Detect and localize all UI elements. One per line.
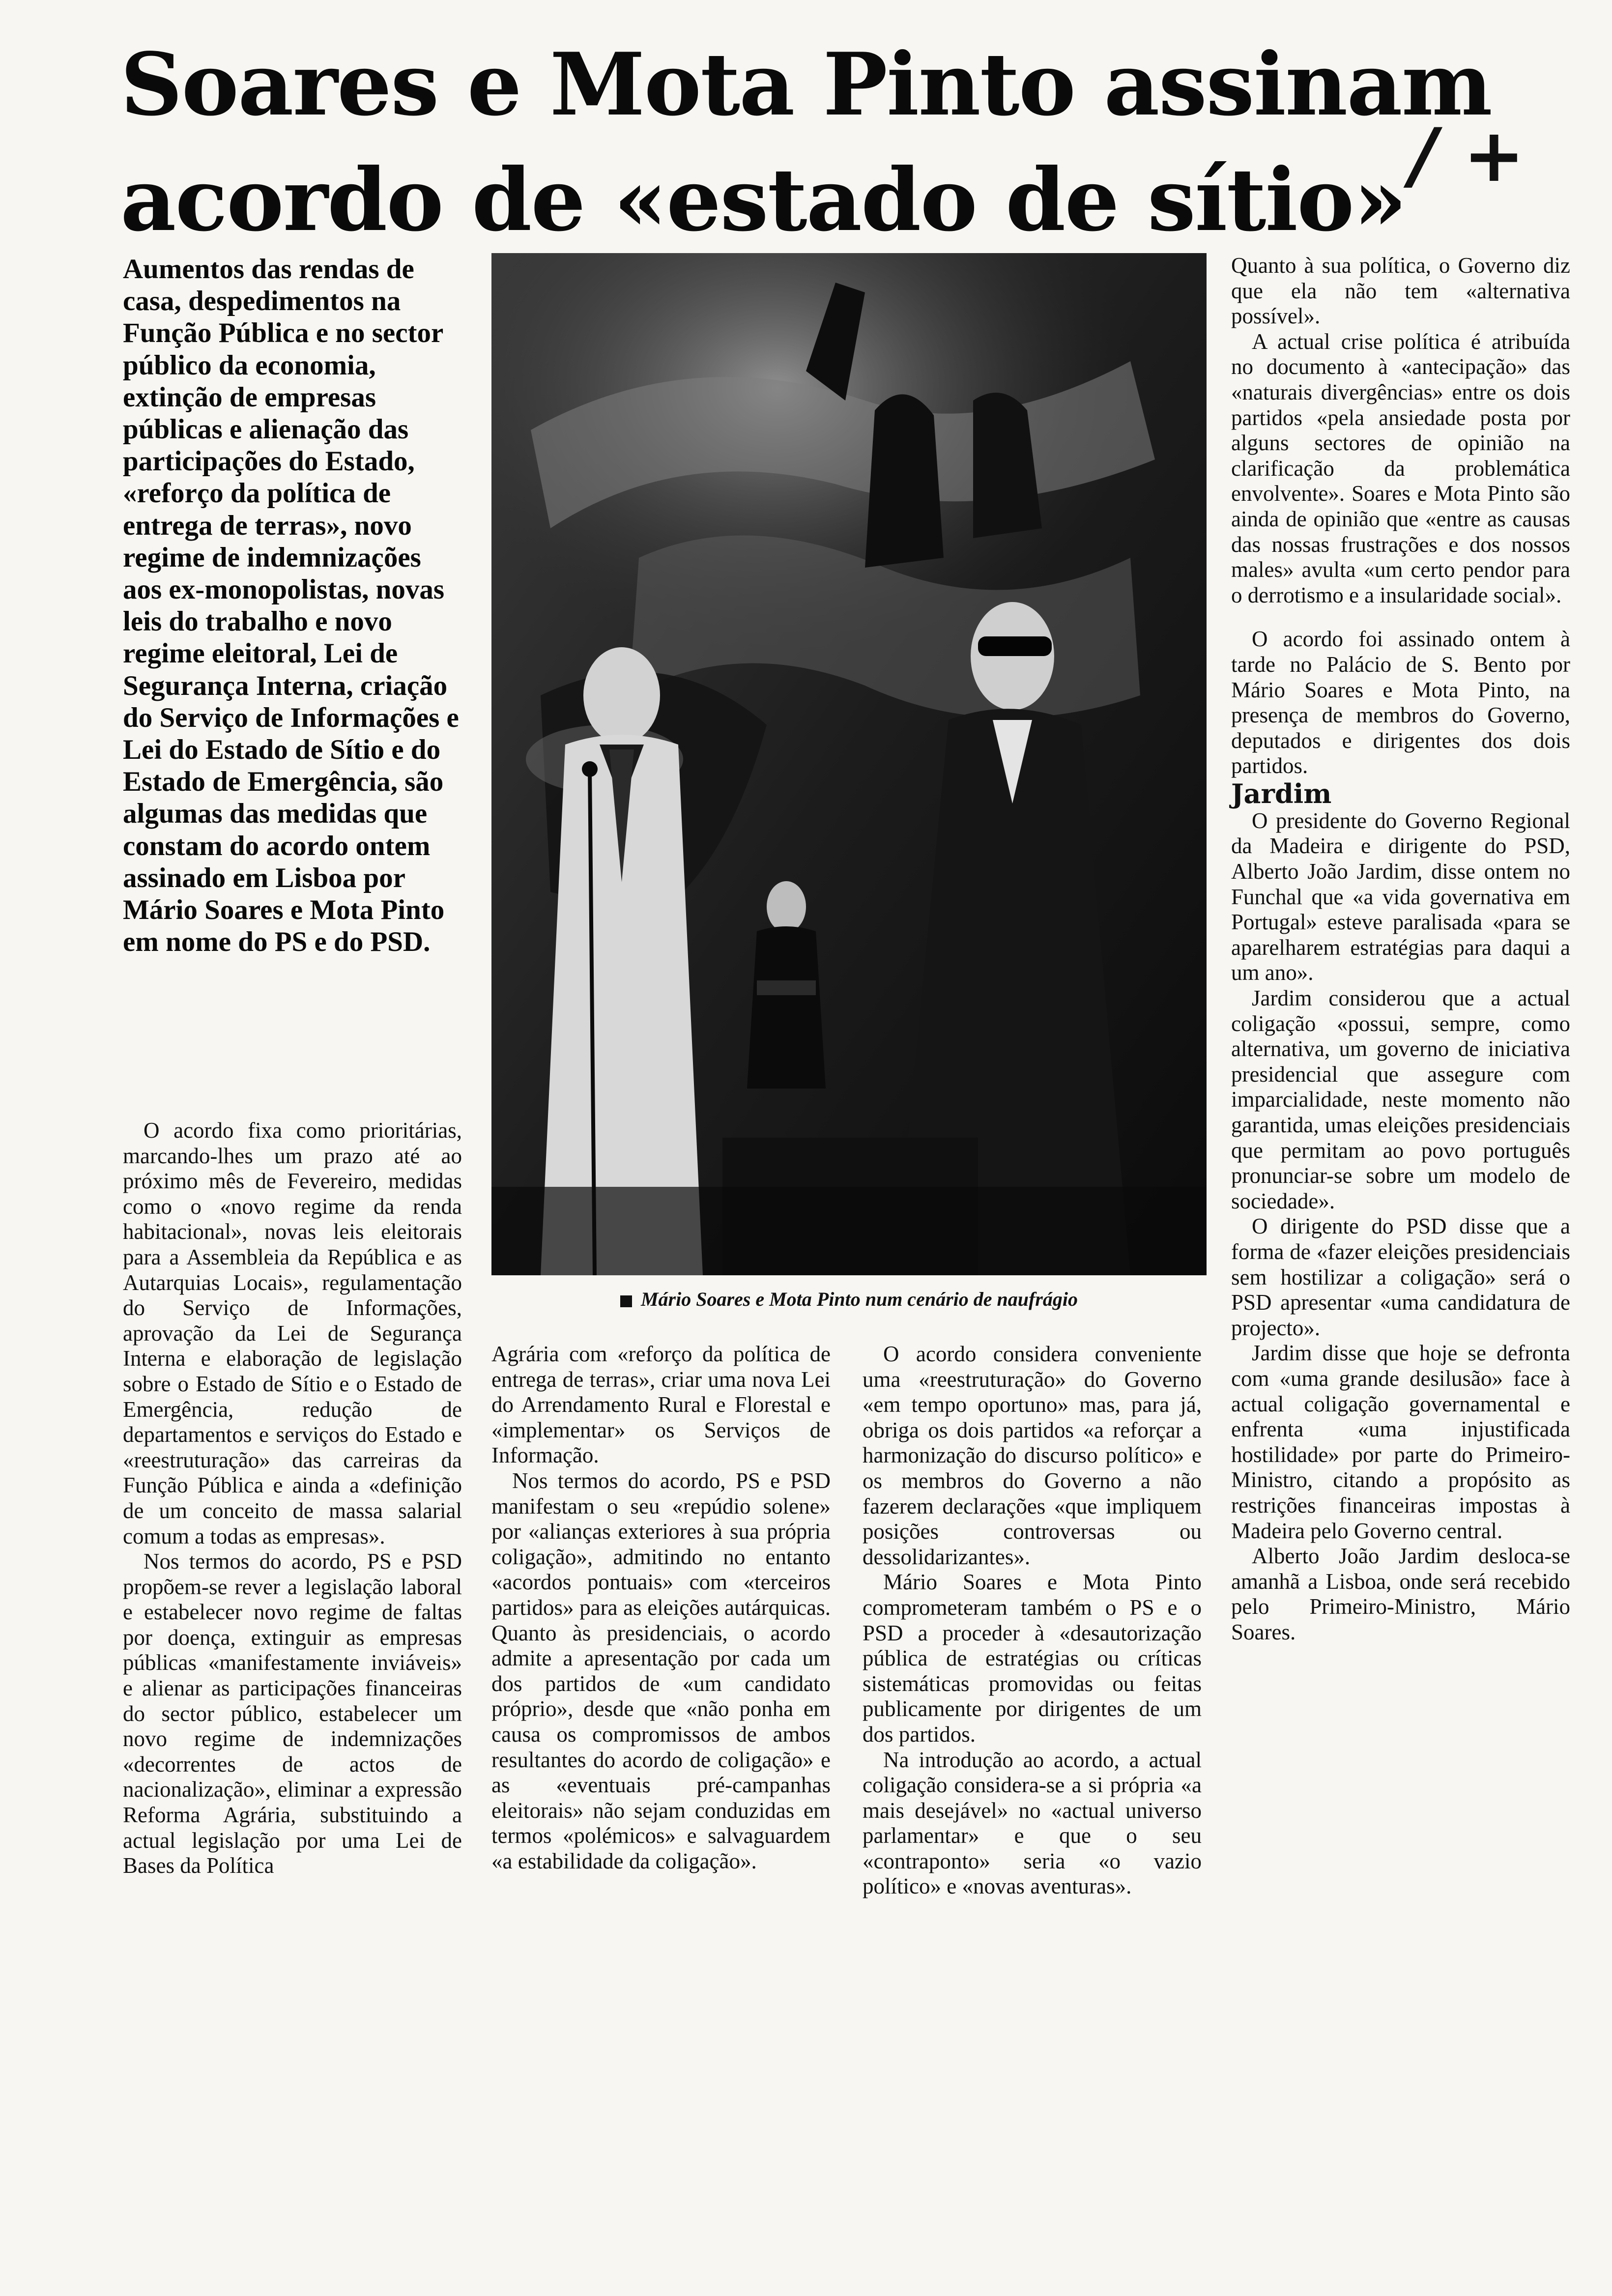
lead-paragraph: Aumentos das rendas de casa, despedimentos na Função Pública e no sector público da economia, extinção de empresas públicas e alienação das participações do Estado, «reforço da política de entrega de terras», novo regime de indemnizações aos ex-monopolistas, novas leis do trabalho e novo regime eleitoral, Lei de Segurança Interna, criação do Serviço de Informações e Lei do Estado de Sítio e do Estado de Emergência, são algumas das medidas que constam do acordo ontem assinado em Lisboa por Mário Soares e Mota Pinto em nome do PS e do PSD. xyxy=(123,254,459,958)
paragraph: Jardim disse que hoje se defronta com «uma grande desilusão» face à actual coligação governamental e enfrenta «uma injustificada hostilidade» por parte do Primeiro-Ministro, citando a propósito as restrições financeiras impostas à Madeira pelo Governo central. xyxy=(1231,1341,1570,1543)
paragraph: Mário Soares e Mota Pinto comprometeram também o PS e o PSD a proceder à «desautorização pública de estratégias ou críticas sistemáticas promovidas ou feitas publicamente por dirigentes de um dos partidos. xyxy=(863,1570,1202,1747)
caption-bullet-icon xyxy=(620,1295,632,1307)
paragraph: O presidente do Governo Regional da Madeira e dirigente do PSD, Alberto João Jardim, disse ontem no Funchal que «a vida governativa em Portugal» esteve paralisada «para se aparelharem estratégias para daqui a um ano». xyxy=(1231,808,1570,985)
photo-caption-text: Mário Soares e Mota Pinto num cenário de naufrágio xyxy=(640,1288,1078,1310)
article-column-4 xyxy=(1231,253,1570,1645)
paragraph: O acordo considera conveniente uma «reestruturação» do Governo «em tempo oportuno» mas, para já, obriga os dois partidos «a reforçar a harmonização do discurso político» e os membros do Governo a não fazerem declarações «que impliquem posições controversas ou dessolidarizantes». xyxy=(863,1342,1202,1569)
paragraph: Nos termos do acordo, PS e PSD propõem-se rever a legislação laboral e estabelecer novo regime de faltas por doença, extinguir as empresas públicas «manifestamente inviáveis» e alienar as participações financeiras do sector público, estabelecer um novo regime de indemnizações «decorrentes de actos de nacionalização», eliminar a expressão Reforma Agrária, substituindo a actual legislação por uma Lei de Bases da Política xyxy=(123,1549,462,1878)
article-column-1 xyxy=(123,1118,462,1879)
paragraph: O acordo foi assinado ontem à tarde no Palácio de S. Bento por Mário Soares e Mota Pinto, na presença de membros do Governo, deputados e dirigentes dos dois partidos. xyxy=(1231,627,1570,778)
section-subhead: Jardim xyxy=(1231,777,1332,809)
article-column-2 xyxy=(491,1342,831,1874)
paragraph: Nos termos do acordo, PS e PSD manifestam o seu «repúdio solene» por «alianças exteriores à sua própria coligação», admitindo no entanto «acordos pontuais» com «terceiros partidos» para as eleições autárquicas. Quanto às presidenciais, o acordo admite a apresentação por cada um dos partidos de «um candidato próprio», desde que «não ponha em causa os compromissos de ambos resultantes do acordo de coligação» e as «eventuais pré-campanhas eleitorais» não sejam conduzidas em termos «polémicos» e salvaguardem «a estabilidade da coligação». xyxy=(491,1468,831,1873)
paragraph: Na introdução ao acordo, a actual coligação considera-se a si própria «a mais desejável» no «actual universo parlamentar» e que o seu «contraponto» seria «o vazio político» e «novas aventuras». xyxy=(863,1747,1202,1899)
paragraph: O acordo fixa como prioritárias, marcando-lhes um prazo até ao próximo mês de Fevereiro, medidas como o «novo regime da renda habitacional», novas leis eleitorais para a Assembleia da República e as Autarquias Locais», regulamentação do Serviço de Informações, aprovação da Lei de Segurança Interna e elaboração de legislação sobre o Estado de Sítio e o Estado de Emergência, redução de departamentos e serviços do Estado e «reestruturação» das carreiras da Função Pública e ainda a «definição de um conceito de massa salarial comum a todas as empresas». xyxy=(123,1118,462,1549)
paragraph: Jardim considerou que a actual coligação «possui, sempre, como alternativa, um governo de iniciativa presidencial que assegure com imparcialidade, neste momento não garantida, umas eleições presidenciais que permitam ao povo português pronunciar-se sobre um modelo de sociedade». xyxy=(1231,986,1570,1213)
news-photo xyxy=(491,253,1207,1275)
article-column-3 xyxy=(863,1342,1202,1899)
paragraph: Quanto à sua política, o Governo diz que ela não tem «alternativa possível». xyxy=(1231,253,1570,329)
headline xyxy=(120,27,1521,258)
handwritten-mark: / + xyxy=(1410,113,1525,199)
paragraph: O dirigente do PSD disse que a forma de «fazer eleições presidenciais sem hostilizar a coligação» será o PSD apresentar «uma candidatura de projecto». xyxy=(1231,1214,1570,1340)
headline-line-1: Soares e Mota Pinto assinam xyxy=(120,34,1492,135)
paragraph: Alberto João Jardim desloca-se amanhã a Lisboa, onde será recebido pelo Primeiro-Ministro, Mário Soares. xyxy=(1231,1544,1570,1644)
headline-line-2: acordo de «estado de sítio» xyxy=(120,150,1407,251)
photo-caption xyxy=(491,1288,1207,1311)
paragraph: Agrária com «reforço da política de entrega de terras», criar uma nova Lei do Arrendamento Rural e Florestal e «implementar» os Serviços de Informação. xyxy=(491,1342,831,1468)
paragraph: A actual crise política é atribuída no documento à «antecipação» das «naturais divergências» entre os dois partidos «pela ansiedade posta por alguns sectores de opinião na clarificação da problemática envolvente». Soares e Mota Pinto são ainda de opinião que «entre as causas das nossas frustrações e dos nossos males» avulta «um certo pendor para o derrotismo e a insularidade social». xyxy=(1231,329,1570,607)
photo-illustration xyxy=(491,253,1207,1275)
